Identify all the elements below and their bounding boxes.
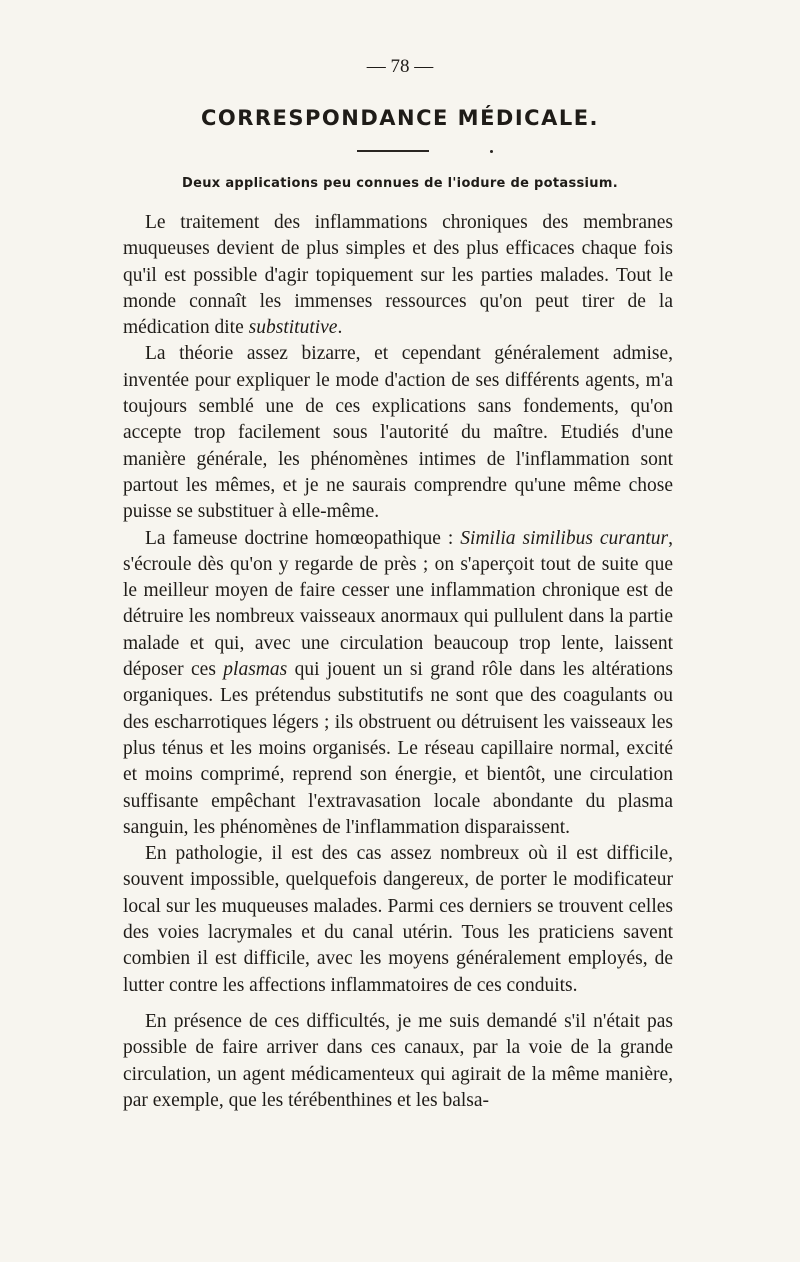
paragraph-2: La théorie assez bizarre, et cependant généralement admise, inventée pour expliquer le mode d'action de ses différents agents, m'a toujours semblé une de ces explications sans fondements, qu'on accepte trop facilement sous l'autorité du maître. Etudiés d'une manière générale, les phénomènes intimes de l'inflammation sont partout les mêmes, et je ne saurais comprendre qu'une même chose puisse se substituer à elle-même. (123, 343, 673, 523)
paragraph-1-end: . (337, 317, 343, 339)
title-dot (490, 150, 493, 153)
title-divider (357, 150, 429, 152)
paragraph-3-italic-plasmas: plasmas (223, 659, 288, 681)
section-subtitle: Deux applications peu connues de l'iodure de potassium. (182, 176, 618, 191)
paragraph-1 (123, 210, 673, 341)
paragraph-3 (123, 526, 673, 842)
paragraph-4: En pathologie, il est des cas assez nombreux où il est difficile, souvent impossible, quelquefois dangereux, de porter le modificateur local sur les muqueuses malades. Parmi ces derniers se trouvent celles des voies lacrymales et du canal utérin. Tous les praticiens savent combien il est difficile, avec les moyens généralement employés, de lutter contre les affections inflammatoires de ces conduits. (123, 843, 673, 996)
page-number: — 78 — (366, 56, 434, 77)
paragraph-5: En présence de ces difficultés, je me suis demandé s'il n'était pas possible de faire arriver dans ces canaux, par la voie de la grande circulation, un agent médicamenteux qui agirait de la même manière, par exemple, que les térébenthines et les balsa- (123, 1010, 673, 1111)
paragraph-1-italic: substitutive (248, 317, 338, 339)
paragraph-3-text-b: , s'écroule dès qu'on y regarde de près ; on s'aperçoit tout de suite que le meilleur moyen de faire cesser une inflammation chronique est de détruire les nombreux vaisseaux anormaux qui pullulent dans la partie malade et qui, avec une circulation beaucoup trop lente, laissent déposer ces (123, 527, 674, 681)
article-body (123, 210, 673, 1114)
paragraph-3-text-c: qui jouent un si grand rôle dans les altérations organiques. Les prétendus substitutifs ne sont que des coagulants ou des escharrotiques légers ; ils obstruent ou détruisent les vaisseaux les plus ténus et les moins organisés. Le réseau capillaire normal, excité et moins comprimé, reprend son énergie, et bientôt, une circulation suffisante empêchant l'extravasation locale abondante du plasma sanguin, les phénomènes de l'inflammation disparaissent. (123, 659, 673, 838)
paragraph-3-text-a: La fameuse doctrine homœopathique : (145, 527, 461, 549)
paragraph-3-latin-quote: Similia similibus curantur (460, 527, 669, 549)
paragraph-1-text: Le traitement des inflammations chroniques des membranes muqueuses devient de plus simples et des plus efficaces chaque fois qu'il est possible d'agir topiquement sur les parties malades. Tout le monde connaît les immenses ressources qu'on peut tirer de la médication dite (123, 212, 673, 339)
page-title: CORRESPONDANCE MÉDICALE. (200, 106, 600, 130)
